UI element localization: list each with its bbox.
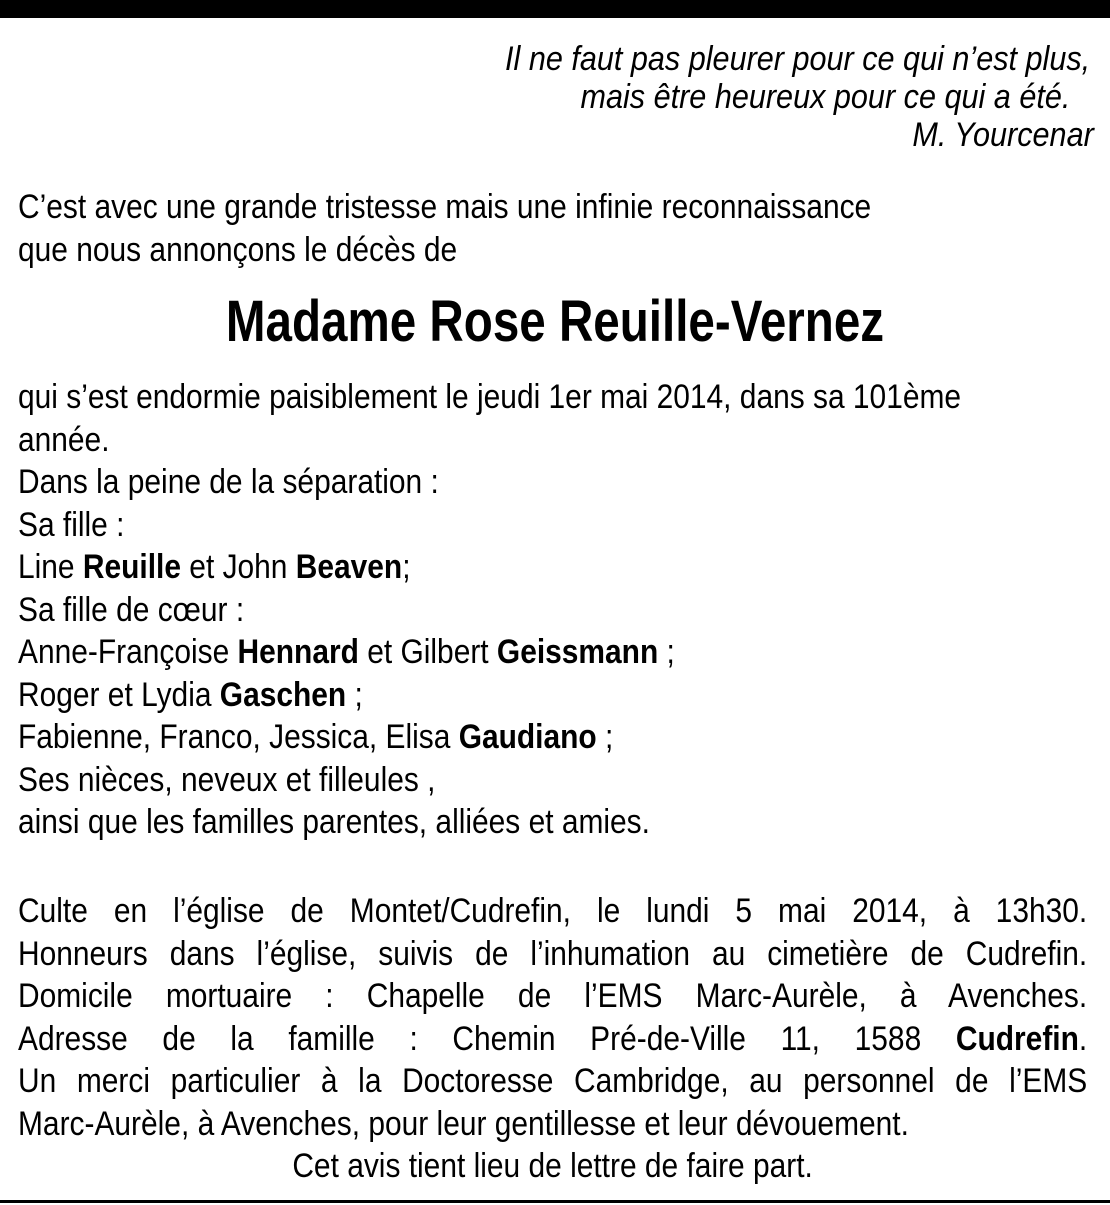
ceremony-line-2: Honneurs dans l’église, suivis de l’inhumation au cimetière de Cudrefin. (18, 934, 1088, 973)
family-line-2: année. (18, 420, 110, 459)
text-segment: Fabienne, Franco, Jessica, Elisa (18, 718, 459, 756)
family-line-6: Sa fille de cœur : (18, 590, 245, 629)
family-line-8 (18, 674, 960, 717)
family-line-3: Dans la peine de la séparation : (18, 463, 439, 501)
quote-author: M. Yourcenar (912, 116, 1094, 154)
place-name: Cudrefin (955, 1019, 1079, 1058)
text-segment: et Gilbert (358, 633, 497, 671)
surname: Gaudiano (458, 718, 597, 756)
ceremony-line-1: Culte en l’église de Montet/Cudrefin, le lundi 5 mai 2014, à 13h30. (18, 892, 1088, 930)
ceremony-line-6: Marc-Aurèle, à Avenches, pour leur gentillesse et leur dévouement. (18, 1104, 909, 1143)
intro-paragraph (18, 186, 960, 271)
family-line-10: Ses nièces, neveux et filleules , (18, 760, 436, 799)
intro-line-1: C’est avec une grande tristesse mais une infinie reconnaissance (18, 188, 872, 226)
family-line-5 (18, 546, 960, 589)
family-line-1: qui s’est endormie paisiblement le jeudi 1er mai 2014, dans sa 101ème (18, 378, 962, 416)
text-segment: ; (658, 633, 675, 671)
ceremony-line-4 (18, 1018, 1087, 1061)
text-segment: Anne-Françoise (18, 633, 238, 671)
intro-line-2: que nous annonçons le décès de (18, 230, 458, 269)
family-line-11: ainsi que les familles parentes, alliées et amies. (18, 803, 650, 841)
family-line-9 (18, 716, 960, 759)
text-segment: ; (346, 675, 363, 714)
text-segment: Roger et Lydia (18, 675, 220, 714)
ceremony-line-7: Cet avis tient lieu de lettre de faire part. (292, 1147, 813, 1185)
text-segment: Line (18, 548, 83, 586)
text-segment: et John (180, 548, 296, 586)
surname: Hennard (237, 633, 359, 671)
surname: Beaven (295, 548, 403, 586)
top-rule (0, 0, 1110, 18)
surname: Geissmann (496, 633, 659, 671)
family-line-4: Sa fille : (18, 505, 125, 544)
text-segment: ; (596, 718, 614, 756)
text-segment: ; (402, 548, 411, 586)
family-line-7 (18, 631, 960, 674)
surname: Reuille (82, 548, 181, 586)
quote-line-1: Il ne faut pas pleurer pour ce qui n’est plus, (504, 40, 1090, 78)
surname: Gaschen (219, 675, 347, 714)
text-segment: Adresse de la famille : Chemin Pré-de-Ville 11, 1588 (18, 1019, 956, 1058)
ceremony-line-3: Domicile mortuaire : Chapelle de l’EMS Marc-Aurèle, à Avenches. (18, 977, 1088, 1015)
deceased-name: Madame Rose Reuille-Vernez (225, 289, 885, 354)
quote-line-2: mais être heureux pour ce qui a été. (580, 78, 1071, 116)
epigraph-quote (504, 40, 1094, 154)
bottom-rule (0, 1200, 1110, 1203)
family-paragraph (18, 376, 960, 844)
ceremony-line-5: Un merci particulier à la Doctoresse Cambridge, au personnel de l’EMS (18, 1062, 1088, 1100)
ceremony-paragraph (18, 890, 1088, 1188)
text-segment: . (1078, 1019, 1088, 1058)
